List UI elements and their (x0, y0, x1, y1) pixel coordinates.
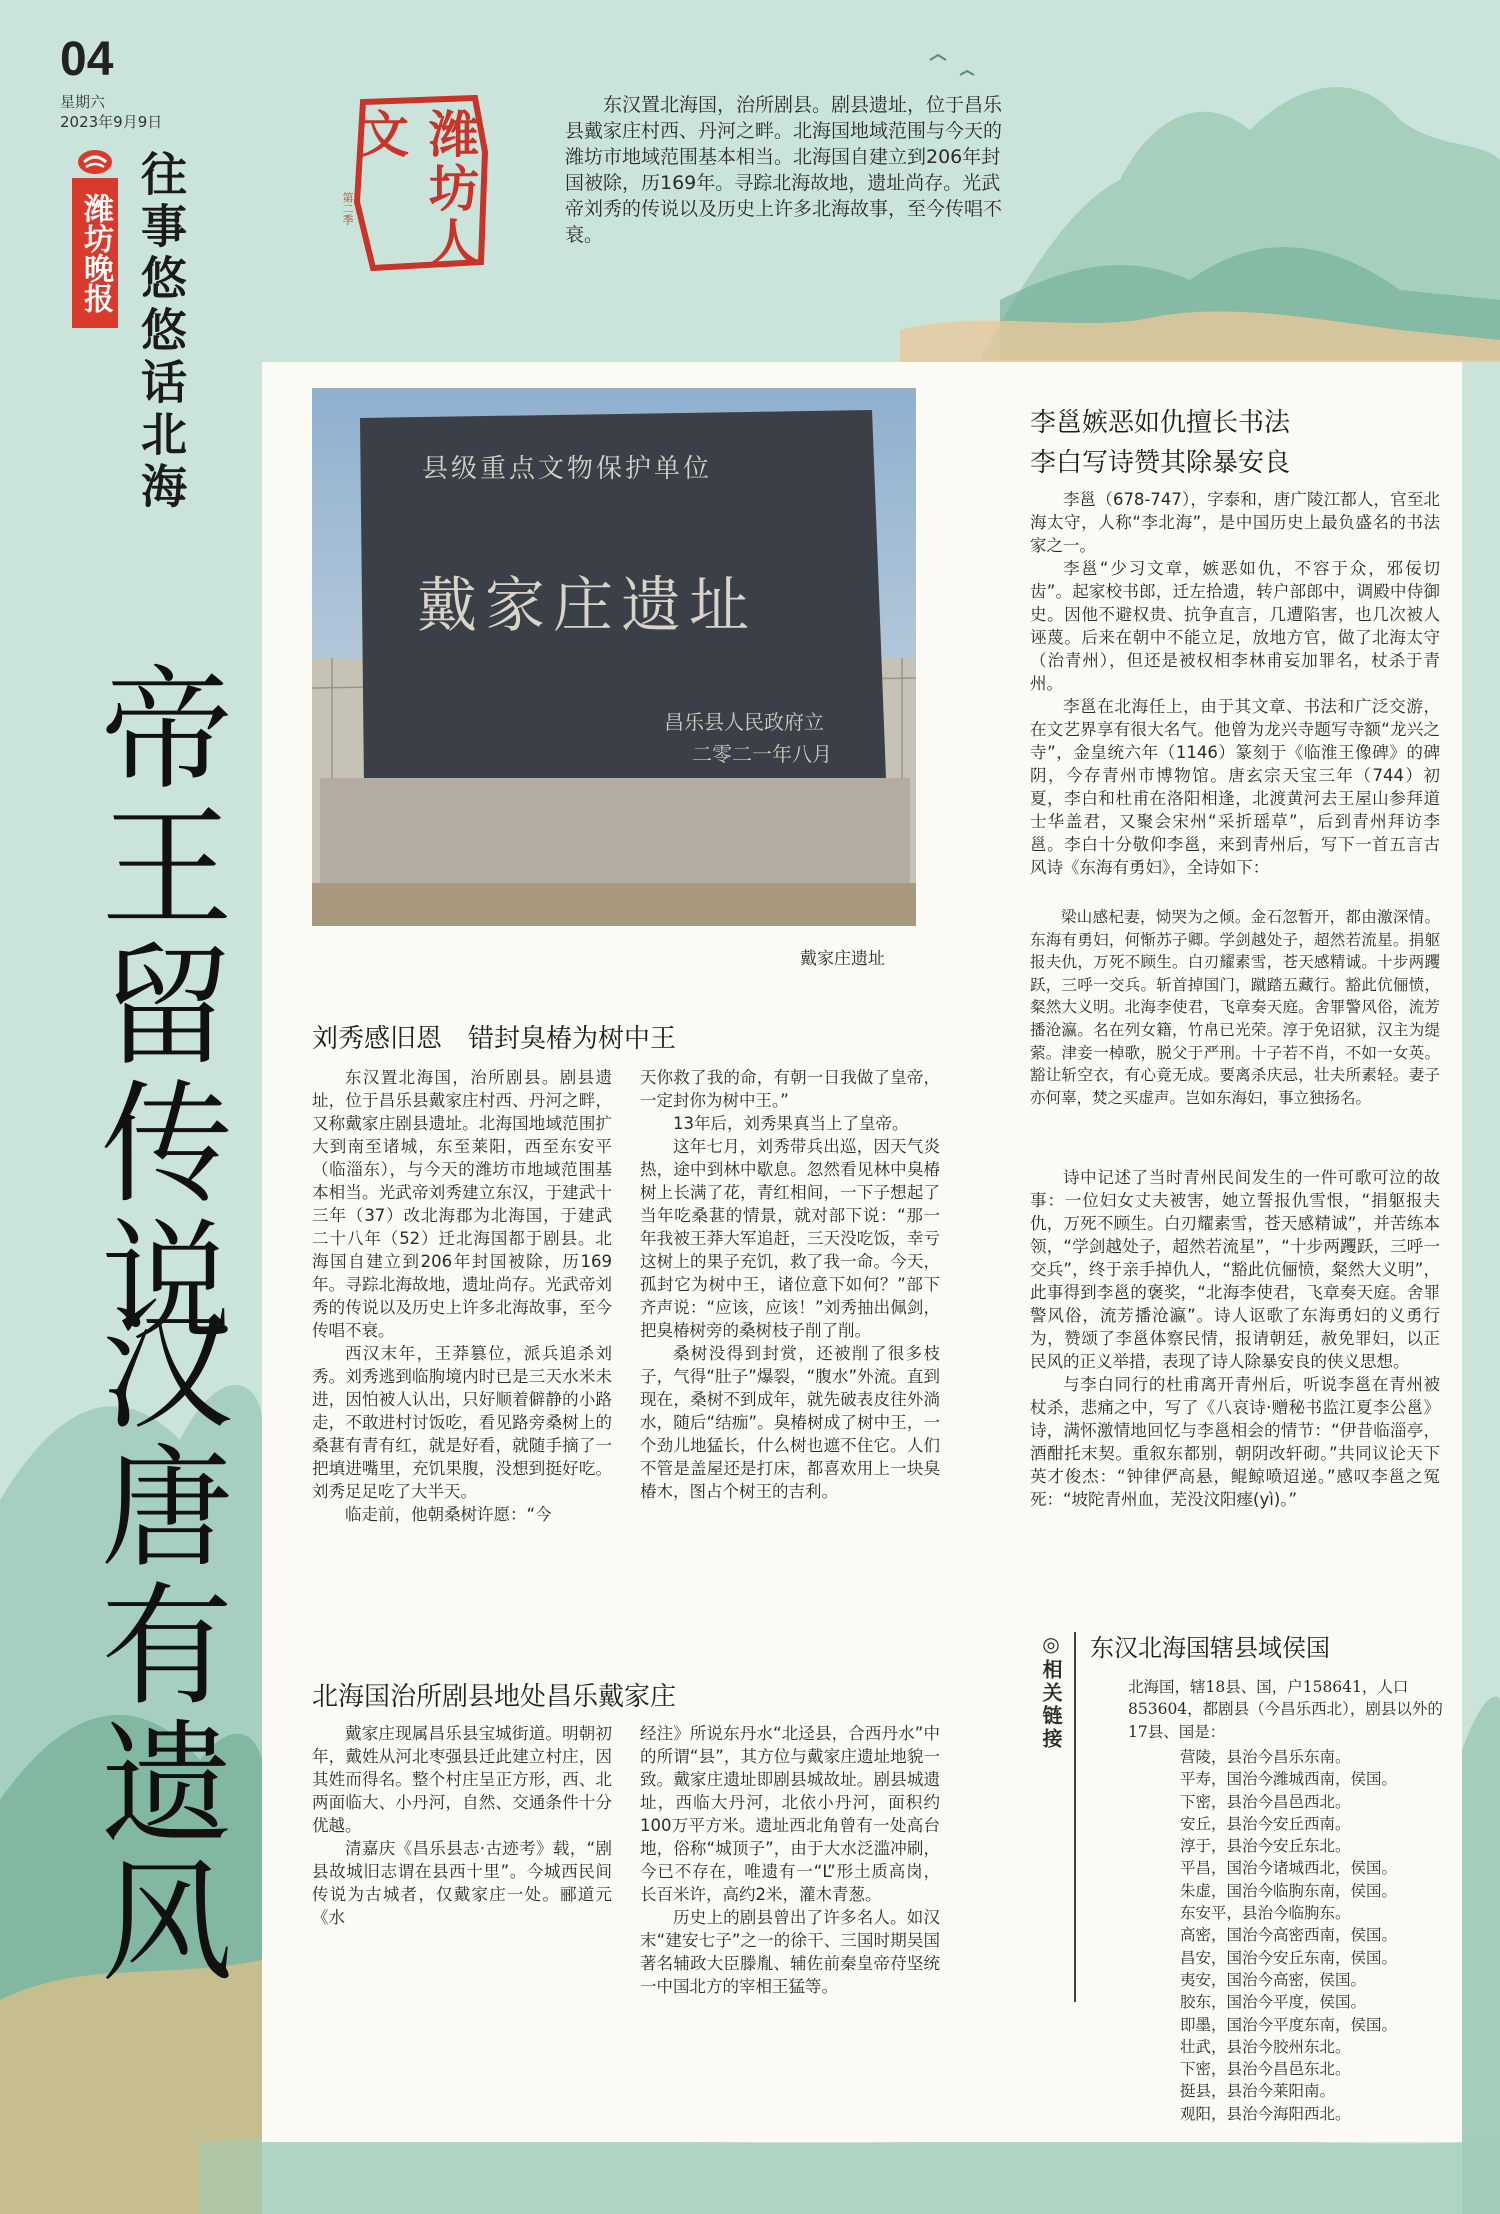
list-item: 淳于，县治今安丘东北。 (1180, 1837, 1351, 1856)
paragraph: 东汉置北海国，治所剧县。剧县遗址，位于昌乐县戴家庄村西、丹河之畔，又称戴家庄剧县遗址。北海国地域范围扩大到南至诸城，东至莱阳，西至东安平（临淄东），与今天的潍坊市地域范围基本相当。光武帝刘秀建立东汉，于建武十三年（37）改北海郡为北海国，于建武二十八年（52）迁北海国都于剧县。北海国自建立到206年封国被除，历169年。寻踪北海故地，遗址尚存。光武帝刘秀的传说以及历史上许多北海故事，至今传唱不衰。 (312, 1068, 612, 1340)
related-link-label: ◎相关链接 (1039, 1632, 1063, 1751)
paragraph: 清嘉庆《昌乐县志·古迹考》载，“剧县故城旧志谓在县西十里”。今城西民间传说为古城者，仅戴家庄一处。郦道元《水 (312, 1839, 612, 1927)
seal-text: 潍坊人文 (351, 108, 480, 270)
column-title: 往事悠悠话北海 (134, 150, 188, 514)
paragraph: 天你救了我的命，有朝一日我做了皇帝，一定封你为树中王。” (640, 1068, 940, 1110)
list-item: 下密，县治今昌邑西北。 (1180, 1792, 1351, 1811)
issue-date: 2023年9月9日 (60, 113, 163, 131)
related-divider (1074, 1632, 1076, 2002)
related-title: 东汉北海国辖县域侯国 (1090, 1634, 1330, 1662)
paragraph: 桑树没得到封赏，还被削了很多枝子，气得“肚子”爆裂，“腹水”外流。直到现在，桑树不到成年，就先破表皮往外淌水，随后“结痂”。臭椿树成了树中王，一个劲儿地猛长，什么树也遮不住它。人们不管是盖屋还是打床，都喜欢用上一块臭椿木，图占个树王的吉利。 (640, 1344, 940, 1501)
main-headline-line1: 帝王留传说 (78, 660, 232, 1350)
list-item: 东安平，县治今临朐东。 (1180, 1904, 1351, 1923)
paragraph: 历史上的剧县曾出了许多名人。如汉末“建安七子”之一的徐干、三国时期吴国著名辅政大臣滕胤、辅佐前秦皇帝苻坚统一中国北方的宰相王猛等。 (640, 1908, 940, 1996)
site-photo (312, 388, 916, 926)
list-item: 安丘，县治今安丘西南。 (1180, 1814, 1351, 1833)
stone-heading: 县级重点文物保护单位 (422, 454, 713, 484)
section2-column1 (312, 1722, 612, 1929)
photo-caption: 戴家庄遗址 (800, 949, 885, 969)
paragraph: 这年七月，刘秀带兵出巡，因天气炎热，途中到林中歇息。忽然看见林中臭椿树上长满了花，青红相间，一下子想起了当年吃桑葚的情景，就对部下说：“那一年我被王莽大军追赶，三天没吃饭，幸亏这树上的果子充饥，救了我一命。今天，孤封它为树中王，诸位意下如何？”部下齐声说：“应该，应该！”刘秀抽出佩剑，把臭椿树旁的桑树枝子削了削。 (640, 1137, 940, 1340)
paragraph: 与李白同行的杜甫离开青州后，听说李邕在青州被杖杀，悲痛之中，写了《八哀诗·赠秘书监江夏李公邕》诗，满怀激情地回忆与李邕相会的情节：“伊昔临淄亭，酒酣托末契。重叙东都别，朝阴改轩砌。”共同议论天下英才俊杰：“钟律俨高悬，鲲鲸喷迢递。”感叹李邕之冤死：“坡陀青州血，芜没汶阳瘗(yì)。” (1030, 1375, 1440, 1509)
page-number: 04 (60, 33, 114, 86)
list-item: 下密，县治今昌邑东北。 (1180, 2060, 1351, 2079)
list-item: 观阳，县治今海阳西北。 (1180, 2104, 1351, 2123)
county-list (1180, 1746, 1397, 2125)
section1-column1 (312, 1066, 612, 1526)
section3-body-a (1030, 488, 1440, 879)
intro-text: 东汉置北海国，治所剧县。剧县遗址，位于昌乐县戴家庄村西、丹河之畔。北海国地域范围与今天的潍坊市地域范围基本相当。北海国自建立到206年封国被除，历169年。寻踪北海故地，遗址尚存。光武帝刘秀的传说以及历史上许多北海故事，至今传唱不衰。 (565, 94, 1003, 246)
column-seal (341, 92, 495, 272)
section3-poem (1030, 906, 1440, 1109)
paragraph: 诗中记述了当时青州民间发生的一件可歌可泣的故事：一位妇女丈夫被害，她立誓报仇雪恨，“捐躯报夫仇，万死不顾生。白刃耀素雪，苍天感精诚”，并苦练本领，“学剑越处子，超然若流星”，“十步两躩跃，三呼一交兵”，终于亲手掉仇人，“豁此伉俪愤，粲然大义明”，此事得到李邕的褒奖，“北海李使君，飞章奏天庭。舍罪警风俗，流芳播沧瀛”。诗人讴歌了东海勇妇的义勇行为，赞颂了李邕体察民情，报请朝廷，赦免罪妇，以正民风的正义举措，表现了诗人除暴安良的侠义思想。 (1030, 1168, 1440, 1371)
section3-title-line1: 李邕嫉恶如仇擅长书法 (1030, 408, 1291, 438)
stone-title: 戴家庄遗址 (417, 571, 757, 641)
list-item: 高密，国治今高密西南，侯国。 (1180, 1926, 1398, 1945)
section3-body-b (1030, 1166, 1440, 1511)
poem-text: 梁山感杞妻，恸哭为之倾。金石忽暂开，都由激深情。东海有勇妇，何惭苏子卿。学剑越处子，超然若流星。捐躯报夫仇，万死不顾生。白刃耀素雪，苍天感精诚。十步两躩跃，三呼一交兵。斩首掉国门，蹴踏五藏行。豁此伉俪愤，粲然大义明。北海李使君，飞章奏天庭。舍罪警风俗，流芳播沧瀛。名在列女籍，竹帛已光荣。淳于免诏狱，汉主为缇萦。津妾一棹歌，脱父于严刑。十子若不肖，不如一女英。豁让斩空衣，有心竟无成。要离杀庆忌，壮夫所素轻。妻子亦何辜，焚之买虚声。岂如东海妇，事立独扬名。 (1030, 908, 1440, 1107)
section1-column2 (640, 1066, 940, 1503)
main-headline-line2: 汉唐有遗风 (78, 1300, 232, 1990)
newspaper-logo-icon (76, 148, 114, 176)
weekday: 星期六 (60, 93, 106, 111)
paragraph: 李邕“少习文章，嫉恶如仇，不容于众，邪佞切齿”。起家校书郎，迁左拾遗，转户部郎中，调殿中侍御史。因他不避权贵、抗争直言，几遭陷害，也几次被人诬蔑。后来在朝中不能立足，放地方官，做了北海太守（治青州），但还是被权相李林甫妄加罪名，杖杀于青州。 (1030, 559, 1440, 693)
list-item: 胶东，国治今平度，侯国。 (1180, 1993, 1367, 2012)
list-item: 昌安，国治今安丘东南，侯国。 (1180, 1948, 1398, 1967)
newspaper-name: 潍坊晚报 (72, 178, 118, 328)
related-body (1128, 1676, 1448, 1743)
section3-title-line2: 李白写诗赞其除暴安良 (1030, 448, 1291, 478)
related-intro: 北海国，辖18县、国，户158641，人口853604，都剧县（今昌乐西北），剧县以外的17县、国是： (1128, 1678, 1443, 1741)
list-item: 挺县，县治今莱阳南。 (1180, 2082, 1336, 2101)
stone-date: 二零二一年八月 (692, 742, 832, 766)
list-item: 即墨，国治今平度东南，侯国。 (1180, 2015, 1398, 2034)
paragraph: 李邕（678-747），字泰和，唐广陵江都人，官至北海太守，人称“李北海”，是中国历史上最负盛名的书法家之一。 (1030, 490, 1440, 555)
list-item: 夷安，国治今高密，侯国。 (1180, 1970, 1367, 1989)
list-item: 平昌，国治今诸城西北，侯国。 (1180, 1859, 1398, 1878)
paragraph: 李邕在北海任上，由于其文章、书法和广泛交游，在文艺界享有很大名气。他曾为龙兴寺题写寺额“龙兴之寺”，金皇统六年（1146）篆刻于《临淮王像碑》的碑阴，今存青州市博物馆。唐玄宗天宝三年（744）初夏，李白和杜甫在洛阳相逢，北渡黄河去王屋山参拜道士华盖君，又聚会宋州“采折瑶草”，后到青州拜访李邕。李白十分敬仰李邕，来到青州后，写下一首五言古风诗《东海有勇妇》，全诗如下： (1030, 697, 1440, 877)
list-item: 平寿，国治今潍城西南，侯国。 (1180, 1770, 1398, 1789)
seal-season: 第二季 (341, 192, 354, 225)
section2-title: 北海国治所剧县地处昌乐戴家庄 (312, 1682, 677, 1712)
dateline (60, 92, 162, 132)
section1-title: 刘秀感旧恩 错封臭椿为树中王 (312, 1024, 677, 1054)
paragraph: 经注》所说东丹水“北迳县，合西丹水”中的所谓“县”，其方位与戴家庄遗址地貌一致。戴家庄遗址即剧县城故址。剧县城遗址，西临大丹河，北依小丹河，面积约100万平方米。遗址西北角曾有一处高台地，俗称“城顶子”，由于大水泛滥冲刷，今已不存在，唯遗有一“L”形土质高岗，长百米许，高约2米，灌木青葱。 (640, 1724, 940, 1904)
paragraph: 戴家庄现属昌乐县宝城街道。明朝初年，戴姓从河北枣强县迁此建立村庄，因其姓而得名。整个村庄呈正方形，西、北两面临大、小丹河，自然、交通条件十分优越。 (312, 1724, 612, 1835)
stone-org: 昌乐县人民政府立 (664, 710, 824, 734)
list-item: 壮武，县治今胶州东北。 (1180, 2037, 1351, 2056)
paragraph: 临走前，他朝桑树许愿：“今 (345, 1505, 552, 1524)
list-item: 营陵，县治今昌乐东南。 (1180, 1748, 1351, 1766)
paragraph: 13年后，刘秀果真当上了皇帝。 (673, 1114, 909, 1133)
list-item: 朱虚，国治今临朐东南，侯国。 (1180, 1881, 1398, 1900)
paragraph: 西汉末年，王莽篡位，派兵追杀刘秀。刘秀逃到临朐境内时已是三天水米未进，因怕被人认出，只好顺着僻静的小路走，不敢进村讨饭吃，看见路旁桑树上的桑葚有青有红，就是好看，就随手摘了一把填进嘴里，充饥果腹，没想到挺好吃。刘秀足足吃了大半天。 (312, 1344, 612, 1501)
section2-column2 (640, 1722, 940, 1998)
